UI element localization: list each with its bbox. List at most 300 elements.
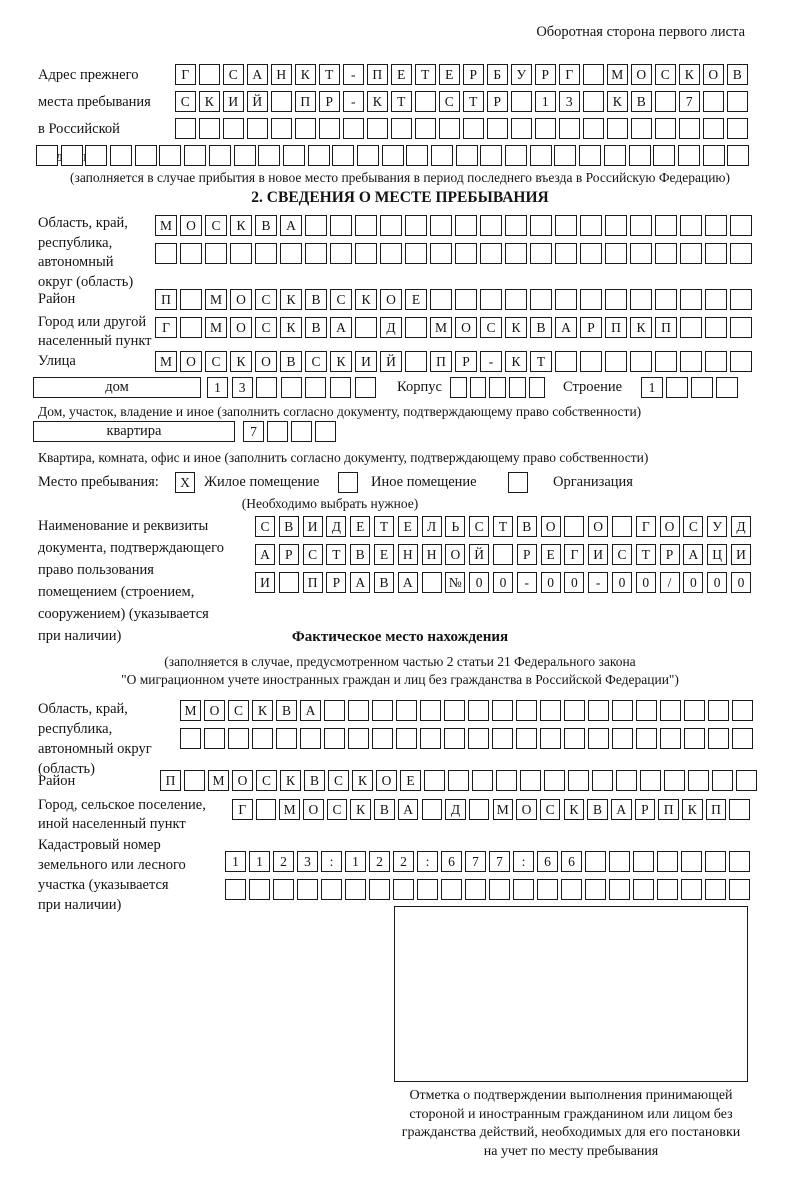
char-cell[interactable] [705,879,726,900]
char-cell[interactable]: О [180,215,202,236]
char-cell[interactable] [691,377,713,398]
char-cell[interactable]: К [682,799,703,820]
char-cell[interactable] [703,145,725,166]
char-cell[interactable]: М [205,289,227,310]
char-cell[interactable] [372,728,393,749]
char-cell[interactable] [712,770,733,791]
char-cell[interactable] [155,243,177,264]
char-cell[interactable] [605,215,627,236]
char-cell[interactable] [255,243,277,264]
char-cell[interactable]: С [683,516,703,537]
char-cell[interactable]: 3 [559,91,580,112]
char-cell[interactable] [489,879,510,900]
char-cell[interactable]: 6 [441,851,462,872]
char-cell[interactable] [355,215,377,236]
char-cell[interactable]: В [276,700,297,721]
char-cell[interactable]: М [180,700,201,721]
char-cell[interactable]: С [255,289,277,310]
char-cell[interactable] [444,700,465,721]
char-cell[interactable] [487,118,508,139]
char-cell[interactable]: Е [374,544,394,565]
char-cell[interactable]: С [469,516,489,537]
char-cell[interactable] [609,879,630,900]
char-cell[interactable]: М [155,215,177,236]
char-cell[interactable]: Г [559,64,580,85]
char-cell[interactable] [612,728,633,749]
char-cell[interactable] [367,118,388,139]
char-cell[interactable] [249,879,270,900]
char-cell[interactable]: К [280,317,302,338]
char-cell[interactable]: 0 [683,572,703,593]
char-cell[interactable] [636,700,657,721]
char-cell[interactable] [568,770,589,791]
char-cell[interactable]: Л [422,516,442,537]
char-cell[interactable]: - [343,91,364,112]
char-cell[interactable]: - [517,572,537,593]
char-cell[interactable] [537,879,558,900]
char-cell[interactable]: К [630,317,652,338]
char-cell[interactable] [736,770,757,791]
char-cell[interactable] [580,243,602,264]
char-cell[interactable] [630,243,652,264]
char-cell[interactable]: Р [517,544,537,565]
char-cell[interactable]: Е [391,64,412,85]
char-cell[interactable] [730,289,752,310]
char-cell[interactable] [564,728,585,749]
char-cell[interactable]: П [655,317,677,338]
char-cell[interactable]: С [655,64,676,85]
char-cell[interactable] [708,728,729,749]
char-cell[interactable]: А [683,544,703,565]
char-cell[interactable]: 0 [636,572,656,593]
char-cell[interactable] [505,215,527,236]
char-cell[interactable] [680,289,702,310]
char-cell[interactable]: О [516,799,537,820]
char-cell[interactable]: О [230,317,252,338]
char-cell[interactable]: С [228,700,249,721]
char-cell[interactable] [415,118,436,139]
char-cell[interactable] [209,145,231,166]
char-cell[interactable]: Е [439,64,460,85]
char-cell[interactable] [405,317,427,338]
char-cell[interactable] [271,118,292,139]
char-cell[interactable] [393,879,414,900]
char-cell[interactable]: В [587,799,608,820]
char-cell[interactable] [489,377,506,398]
char-cell[interactable] [321,879,342,900]
char-cell[interactable] [583,64,604,85]
char-cell[interactable]: К [350,799,371,820]
char-cell[interactable]: М [205,317,227,338]
char-cell[interactable] [609,851,630,872]
char-cell[interactable] [61,145,83,166]
char-cell[interactable]: О [541,516,561,537]
char-cell[interactable]: 2 [393,851,414,872]
char-cell[interactable]: П [155,289,177,310]
char-cell[interactable] [348,700,369,721]
char-cell[interactable]: К [505,351,527,372]
char-cell[interactable]: Г [175,64,196,85]
char-cell[interactable] [529,377,546,398]
char-cell[interactable] [420,700,441,721]
char-cell[interactable]: А [555,317,577,338]
char-cell[interactable] [279,572,299,593]
char-cell[interactable] [430,289,452,310]
char-cell[interactable] [716,377,738,398]
char-cell[interactable] [330,377,351,398]
char-cell[interactable]: Е [350,516,370,537]
char-cell[interactable] [511,91,532,112]
char-cell[interactable]: С [255,516,275,537]
char-cell[interactable]: С [175,91,196,112]
char-cell[interactable] [544,770,565,791]
char-cell[interactable]: О [204,700,225,721]
char-cell[interactable] [680,243,702,264]
char-cell[interactable]: Е [398,516,418,537]
char-cell[interactable]: 1 [345,851,366,872]
char-cell[interactable] [555,351,577,372]
char-cell[interactable] [530,289,552,310]
char-cell[interactable] [330,215,352,236]
char-cell[interactable] [630,351,652,372]
char-cell[interactable] [509,377,526,398]
char-cell[interactable]: 0 [731,572,751,593]
char-cell[interactable] [431,145,453,166]
char-cell[interactable] [405,215,427,236]
char-cell[interactable] [380,243,402,264]
char-cell[interactable] [369,879,390,900]
char-cell[interactable]: 3 [297,851,318,872]
char-cell[interactable]: В [517,516,537,537]
char-cell[interactable] [405,243,427,264]
char-cell[interactable] [297,879,318,900]
char-cell[interactable] [465,879,486,900]
char-cell[interactable]: А [255,544,275,565]
char-cell[interactable] [730,243,752,264]
char-cell[interactable] [380,215,402,236]
char-cell[interactable] [308,145,330,166]
char-cell[interactable]: № [445,572,465,593]
char-cell[interactable] [540,700,561,721]
char-cell[interactable]: Р [580,317,602,338]
char-cell[interactable]: В [374,799,395,820]
char-cell[interactable] [343,118,364,139]
char-cell[interactable] [480,215,502,236]
char-cell[interactable]: Д [731,516,751,537]
char-cell[interactable] [679,118,700,139]
char-cell[interactable] [564,516,584,537]
char-cell[interactable] [616,770,637,791]
char-cell[interactable] [555,215,577,236]
char-cell[interactable]: А [398,799,419,820]
char-cell[interactable] [205,243,227,264]
char-cell[interactable] [417,879,438,900]
char-cell[interactable]: А [280,215,302,236]
char-cell[interactable]: О [703,64,724,85]
char-cell[interactable]: А [330,317,352,338]
char-cell[interactable] [468,700,489,721]
char-cell[interactable] [705,243,727,264]
char-cell[interactable] [729,851,750,872]
char-cell[interactable] [703,91,724,112]
char-cell[interactable] [516,700,537,721]
char-cell[interactable]: 2 [273,851,294,872]
char-cell[interactable] [199,118,220,139]
checkbox-organization[interactable] [508,472,528,493]
char-cell[interactable]: И [255,572,275,593]
char-cell[interactable]: А [350,572,370,593]
char-cell[interactable]: Н [271,64,292,85]
char-cell[interactable]: Д [445,799,466,820]
char-cell[interactable]: В [304,770,325,791]
char-cell[interactable] [655,91,676,112]
char-cell[interactable] [588,728,609,749]
char-cell[interactable]: Р [455,351,477,372]
char-cell[interactable]: И [303,516,323,537]
char-cell[interactable] [441,879,462,900]
char-cell[interactable] [180,289,202,310]
char-cell[interactable]: Т [636,544,656,565]
char-cell[interactable] [530,215,552,236]
char-cell[interactable] [480,289,502,310]
char-cell[interactable] [300,728,321,749]
char-cell[interactable] [732,728,753,749]
char-cell[interactable]: И [588,544,608,565]
char-cell[interactable]: Р [463,64,484,85]
char-cell[interactable]: И [355,351,377,372]
char-cell[interactable] [345,879,366,900]
char-cell[interactable] [607,118,628,139]
char-cell[interactable]: М [493,799,514,820]
char-cell[interactable] [555,289,577,310]
char-cell[interactable] [705,215,727,236]
char-cell[interactable] [657,851,678,872]
char-cell[interactable] [580,351,602,372]
char-cell[interactable] [319,118,340,139]
char-cell[interactable]: 1 [535,91,556,112]
char-cell[interactable]: М [430,317,452,338]
char-cell[interactable]: Т [319,64,340,85]
char-cell[interactable] [184,145,206,166]
char-cell[interactable]: О [255,351,277,372]
char-cell[interactable] [444,728,465,749]
char-cell[interactable] [267,421,288,442]
char-cell[interactable] [492,700,513,721]
checkbox-other-premises[interactable] [338,472,358,493]
char-cell[interactable] [283,145,305,166]
char-cell[interactable] [678,145,700,166]
char-cell[interactable]: Р [635,799,656,820]
char-cell[interactable]: С [330,289,352,310]
char-cell[interactable]: С [328,770,349,791]
char-cell[interactable]: Р [319,91,340,112]
char-cell[interactable] [655,215,677,236]
char-cell[interactable]: Р [487,91,508,112]
checkbox-residential[interactable]: X [175,472,195,493]
char-cell[interactable] [405,351,427,372]
char-cell[interactable] [424,770,445,791]
char-cell[interactable]: К [199,91,220,112]
char-cell[interactable]: М [607,64,628,85]
char-cell[interactable]: П [706,799,727,820]
char-cell[interactable]: Р [279,544,299,565]
char-cell[interactable] [664,770,685,791]
char-cell[interactable] [315,421,336,442]
char-cell[interactable] [660,728,681,749]
char-cell[interactable]: И [731,544,751,565]
char-cell[interactable]: О [660,516,680,537]
char-cell[interactable] [496,770,517,791]
char-cell[interactable] [439,118,460,139]
char-cell[interactable] [688,770,709,791]
char-cell[interactable]: : [417,851,438,872]
char-cell[interactable]: С [205,215,227,236]
char-cell[interactable] [636,728,657,749]
char-cell[interactable] [422,572,442,593]
char-cell[interactable] [585,879,606,900]
char-cell[interactable]: К [505,317,527,338]
char-cell[interactable]: О [230,289,252,310]
char-cell[interactable]: А [300,700,321,721]
char-cell[interactable] [450,377,467,398]
char-cell[interactable] [629,145,651,166]
char-cell[interactable]: У [707,516,727,537]
char-cell[interactable] [276,728,297,749]
char-cell[interactable] [406,145,428,166]
char-cell[interactable] [657,879,678,900]
char-cell[interactable] [604,145,626,166]
char-cell[interactable]: П [295,91,316,112]
char-cell[interactable] [470,377,487,398]
char-cell[interactable]: П [367,64,388,85]
char-cell[interactable] [415,91,436,112]
char-cell[interactable] [492,728,513,749]
char-cell[interactable]: Ц [707,544,727,565]
char-cell[interactable] [355,243,377,264]
char-cell[interactable]: 7 [243,421,264,442]
char-cell[interactable]: Т [391,91,412,112]
char-cell[interactable] [463,118,484,139]
char-cell[interactable]: О [588,516,608,537]
char-cell[interactable] [36,145,58,166]
char-cell[interactable]: : [321,851,342,872]
char-cell[interactable]: 7 [465,851,486,872]
char-cell[interactable]: П [303,572,323,593]
char-cell[interactable] [372,700,393,721]
char-cell[interactable] [516,728,537,749]
char-cell[interactable]: С [540,799,561,820]
char-cell[interactable]: К [607,91,628,112]
char-cell[interactable]: Р [535,64,556,85]
char-cell[interactable] [256,799,277,820]
char-cell[interactable] [703,118,724,139]
char-cell[interactable] [305,243,327,264]
char-cell[interactable]: О [232,770,253,791]
char-cell[interactable]: К [679,64,700,85]
char-cell[interactable]: В [727,64,748,85]
char-cell[interactable]: К [564,799,585,820]
char-cell[interactable]: К [367,91,388,112]
char-cell[interactable]: К [355,289,377,310]
char-cell[interactable]: Р [660,544,680,565]
char-cell[interactable]: Т [463,91,484,112]
char-cell[interactable]: Й [469,544,489,565]
char-cell[interactable] [184,770,205,791]
char-cell[interactable]: Т [374,516,394,537]
char-cell[interactable] [230,243,252,264]
char-cell[interactable] [430,243,452,264]
char-cell[interactable] [480,145,502,166]
char-cell[interactable] [530,243,552,264]
char-cell[interactable]: С [480,317,502,338]
char-cell[interactable]: К [280,289,302,310]
char-cell[interactable] [580,289,602,310]
char-cell[interactable] [705,851,726,872]
char-cell[interactable] [396,728,417,749]
char-cell[interactable]: Г [636,516,656,537]
char-cell[interactable] [330,243,352,264]
char-cell[interactable] [305,215,327,236]
char-cell[interactable] [605,289,627,310]
char-cell[interactable] [455,215,477,236]
char-cell[interactable]: - [343,64,364,85]
char-cell[interactable]: О [631,64,652,85]
char-cell[interactable]: И [223,91,244,112]
char-cell[interactable] [630,215,652,236]
char-cell[interactable] [680,351,702,372]
char-cell[interactable] [520,770,541,791]
char-cell[interactable]: : [513,851,534,872]
char-cell[interactable]: К [230,215,252,236]
char-cell[interactable] [204,728,225,749]
char-cell[interactable] [280,243,302,264]
char-cell[interactable]: Г [232,799,253,820]
char-cell[interactable] [640,770,661,791]
char-cell[interactable]: В [374,572,394,593]
char-cell[interactable] [583,91,604,112]
char-cell[interactable]: К [252,700,273,721]
char-cell[interactable] [480,243,502,264]
char-cell[interactable] [655,351,677,372]
char-cell[interactable]: О [180,351,202,372]
char-cell[interactable]: М [279,799,300,820]
char-cell[interactable]: 0 [493,572,513,593]
char-cell[interactable] [630,289,652,310]
char-cell[interactable] [180,728,201,749]
char-cell[interactable] [681,851,702,872]
char-cell[interactable]: О [303,799,324,820]
char-cell[interactable] [705,351,727,372]
char-cell[interactable]: Е [400,770,421,791]
char-cell[interactable]: О [445,544,465,565]
char-cell[interactable]: Т [326,544,346,565]
char-cell[interactable]: С [305,351,327,372]
char-cell[interactable] [730,215,752,236]
char-cell[interactable]: В [280,351,302,372]
char-cell[interactable] [660,700,681,721]
char-cell[interactable] [583,118,604,139]
char-cell[interactable] [729,879,750,900]
char-cell[interactable]: А [611,799,632,820]
char-cell[interactable] [199,64,220,85]
char-cell[interactable]: П [605,317,627,338]
char-cell[interactable] [159,145,181,166]
char-cell[interactable] [684,700,705,721]
char-cell[interactable]: Д [380,317,402,338]
char-cell[interactable] [612,516,632,537]
char-cell[interactable]: Й [380,351,402,372]
char-cell[interactable]: 2 [369,851,390,872]
